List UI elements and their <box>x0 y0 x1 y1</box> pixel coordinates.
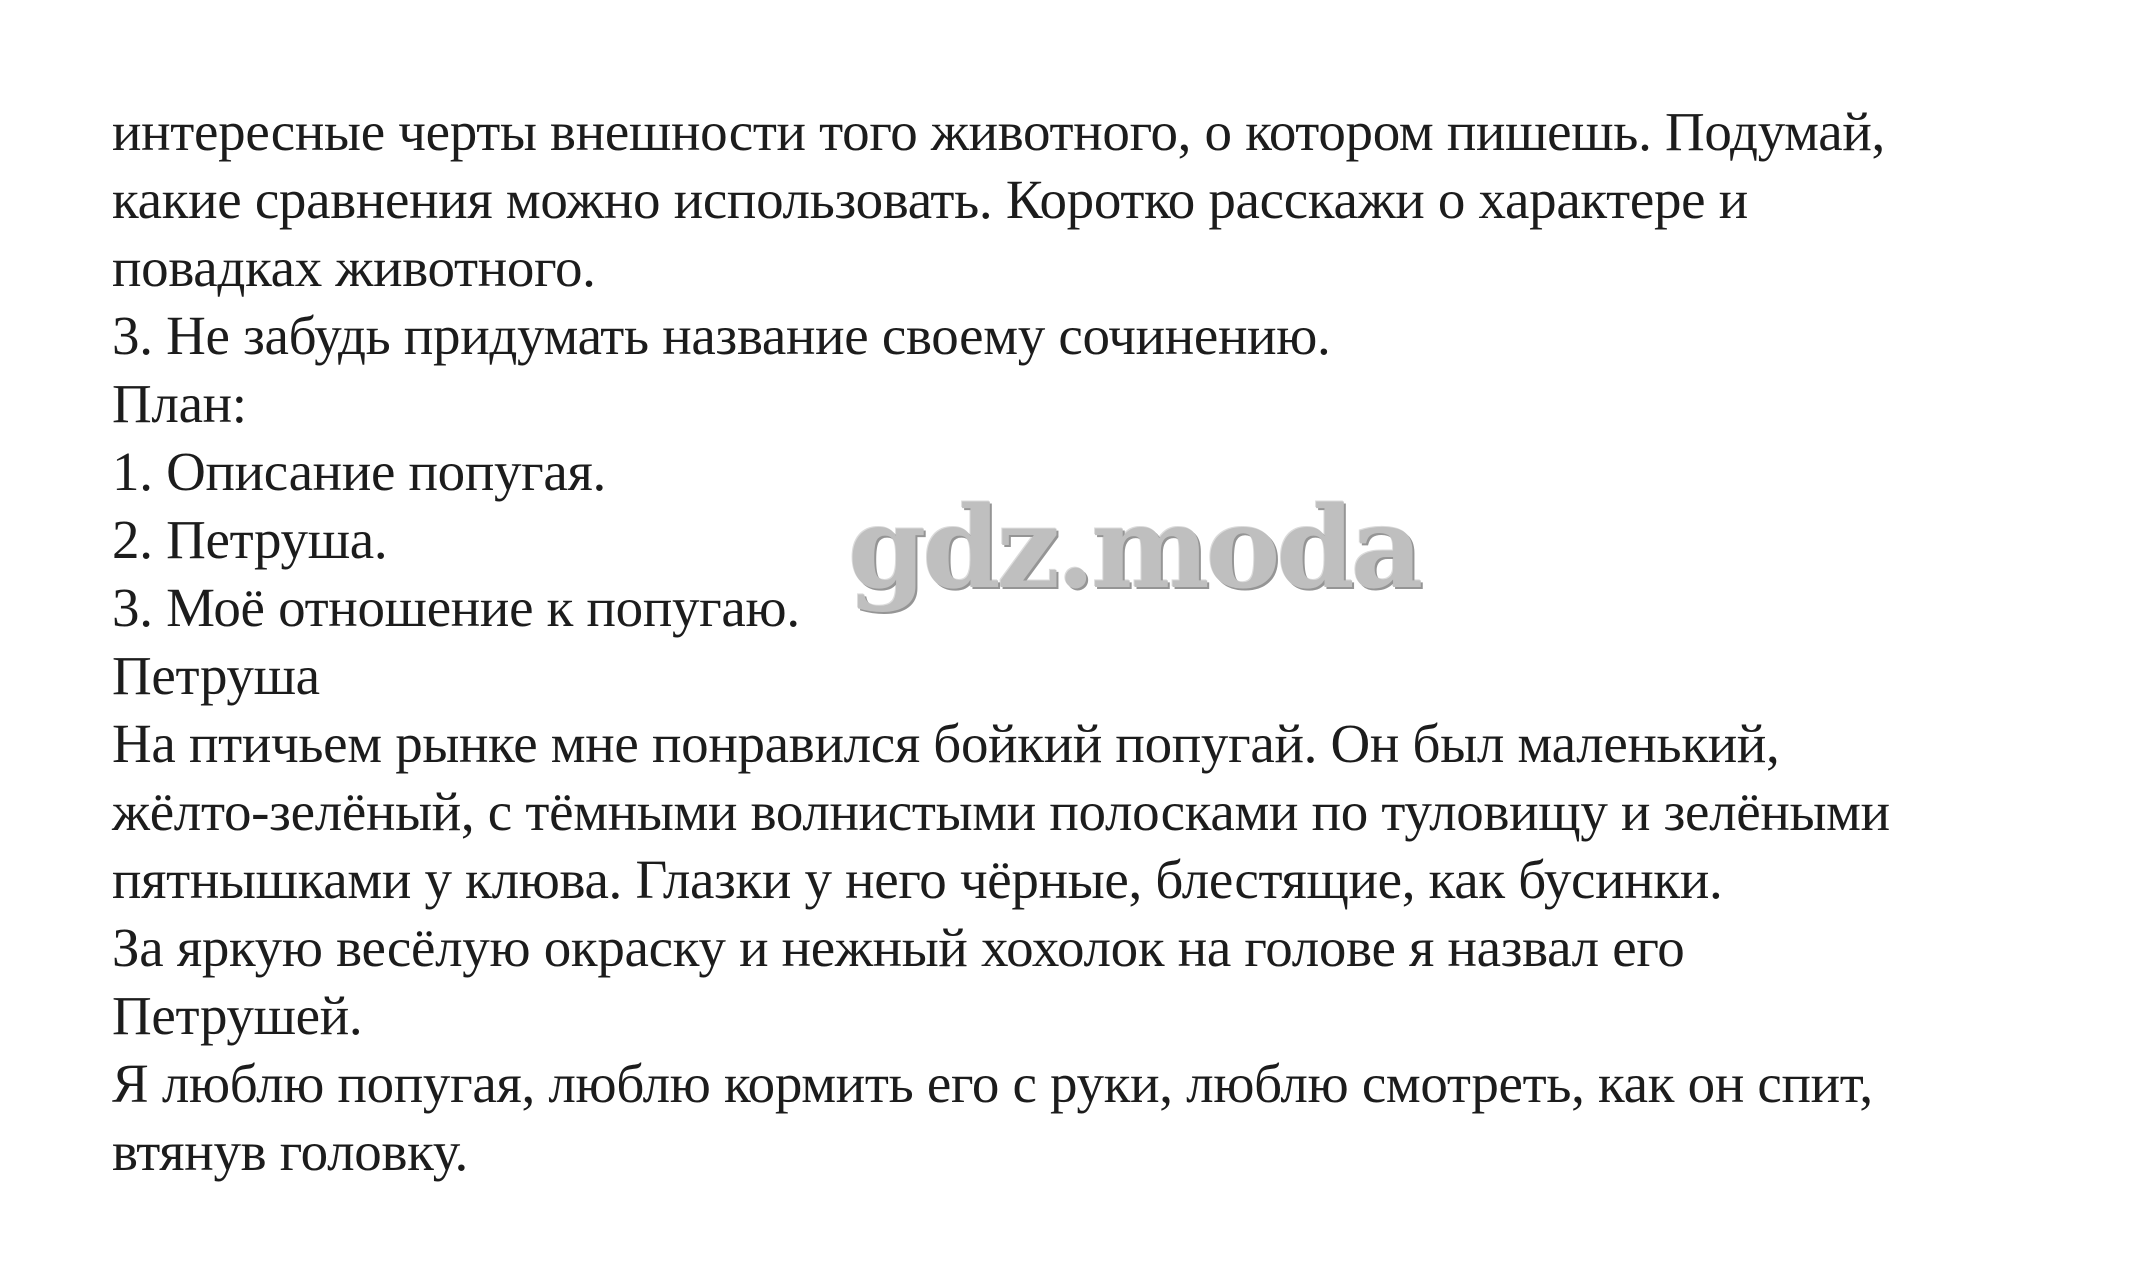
text-line: втянув головку. <box>112 1121 468 1182</box>
watermark-logo: gdz.moda <box>848 483 1420 614</box>
text-line: Петрушей. <box>112 985 363 1046</box>
text-line: 3. Не забудь придумать название своему сочинению. <box>112 305 1331 366</box>
text-line: жёлто-зелёный, с тёмными волнистыми полосками по туловищу и зелёными <box>112 781 1890 842</box>
plan-item: 1. Описание попугая. <box>112 441 606 502</box>
plan-item: 3. Моё отношение к попугаю. <box>112 577 800 638</box>
text-line: пятнышками у клюва. Глазки у него чёрные, блестящие, как бусинки. <box>112 849 1723 910</box>
text-line: повадках животного. <box>112 237 596 298</box>
text-line: За яркую весёлую окраску и нежный хохолок на голове я назвал его <box>112 917 1685 978</box>
text-line: На птичьем рынке мне понравился бойкий попугай. Он был маленький, <box>112 713 1780 774</box>
plan-heading: План: <box>112 373 247 434</box>
text-line: Я люблю попугая, люблю кормить его с руки, люблю смотреть, как он спит, <box>112 1053 1873 1114</box>
plan-item: 2. Петруша. <box>112 509 388 570</box>
text-line: какие сравнения можно использовать. Коротко расскажи о характере и <box>112 169 1748 230</box>
essay-title: Петруша <box>112 645 320 706</box>
document-text <box>112 98 2112 1186</box>
text-line: интересные черты внешности того животного, о котором пишешь. Подумай, <box>112 101 1886 162</box>
